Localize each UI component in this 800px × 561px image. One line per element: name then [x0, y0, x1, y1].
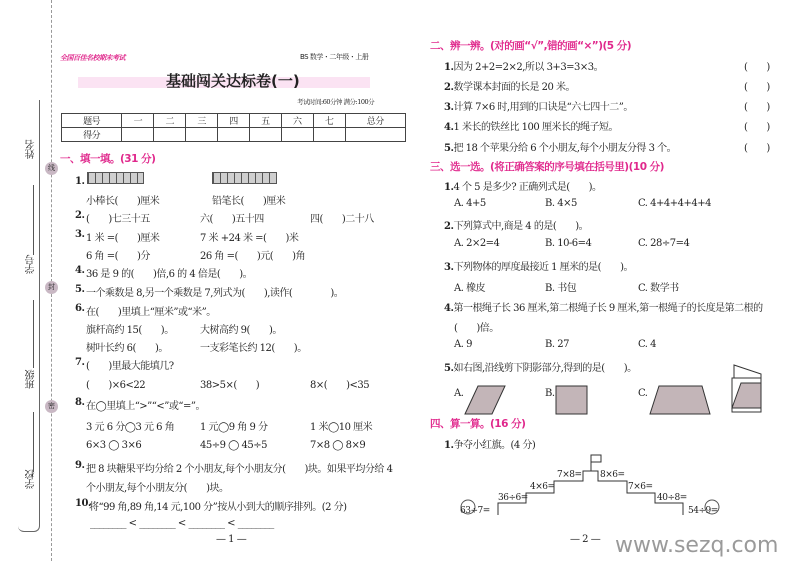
page-number-1: — 1 —	[216, 534, 247, 545]
header-cell: 总分	[345, 114, 405, 128]
step-label: 54÷9=	[688, 506, 718, 516]
option-c[interactable]: C.	[638, 388, 648, 399]
series-title: 全国百佳名校期末考试	[60, 54, 125, 62]
option-b[interactable]: B. 4×5	[545, 198, 577, 209]
option-a[interactable]: A.	[454, 388, 464, 399]
section-3-title: 三、选一选。(将正确答案的序号填在括号里)(10 分)	[430, 161, 664, 173]
q7-a: ( )×6<22	[86, 380, 146, 391]
header-cell: 三	[186, 114, 218, 128]
item-number: 3.	[444, 102, 454, 113]
option-b[interactable]: B. 10-6=4	[545, 238, 592, 249]
item-number: 4.	[444, 303, 454, 314]
item-text: 下列算式中,商是 4 的是( )。	[453, 221, 589, 232]
q2-b: 六( )五十四	[200, 214, 264, 225]
q1-pencil: 铅笔长( )厘米	[212, 196, 286, 207]
q2-c: 四( )二十八	[310, 214, 374, 225]
q3-b: 7 米 +24 米 =( )米	[200, 233, 299, 244]
q3-a: 1 米 =( )厘米	[86, 233, 160, 244]
step-label: 36÷6=	[498, 493, 528, 503]
seal-seal: 封	[45, 281, 58, 294]
q1-stick: 小棒长( )厘米	[86, 196, 160, 207]
item-number: 5.	[444, 143, 454, 154]
score-cell[interactable]	[154, 128, 186, 142]
square-shape	[556, 386, 587, 414]
q10-number: 10.	[75, 498, 91, 509]
q2-a: ( )七三十五	[86, 214, 150, 225]
exam-info: 考试时间:60分钟 满分:100分	[297, 98, 375, 106]
judge-item	[444, 118, 784, 133]
calc-1	[444, 436, 535, 451]
q8-a: 3 元 6 分◯3 元 6 角	[86, 422, 175, 433]
q8-f: 7×8 ◯ 8×9	[310, 440, 366, 451]
q9-text-2: 个小朋友,每个小朋友分( )块。	[86, 483, 229, 494]
class-label: 班级	[26, 370, 37, 389]
item-number: 5.	[444, 363, 454, 374]
option-a[interactable]: A. 橡皮	[454, 283, 486, 294]
q2-number: 2.	[75, 210, 85, 221]
judge-item	[444, 139, 784, 154]
option-c[interactable]: C. 4	[638, 339, 657, 350]
q4-text: 36 是 9 的( )倍,6 的 4 倍是( )。	[86, 269, 253, 280]
q6-c: 树叶长约 6( )。	[86, 343, 168, 354]
item-text: 把 18 个苹果分给 6 个小朋友,每个小朋友分得 3 个。	[453, 143, 677, 154]
q3-number: 3.	[75, 229, 85, 240]
step-label: 63÷7=	[460, 506, 490, 516]
page-title: 基础闯关达标卷(一)	[166, 72, 300, 90]
q6-d: 一支彩笔长约 12( )。	[200, 343, 307, 354]
row-label: 得分	[62, 128, 122, 142]
step-label: 4×6=	[530, 482, 555, 492]
header-cell: 一	[122, 114, 154, 128]
section-2-title: 二、辨一辨。(对的画“√”,错的画“×”)(5 分)	[430, 40, 632, 52]
answer-paren[interactable]: ( )	[744, 143, 770, 154]
student-id-blank[interactable]	[33, 300, 34, 368]
score-cell[interactable]	[186, 128, 218, 142]
item-number: 1.	[444, 440, 454, 451]
item-text: 第一根绳子长 36 厘米,第二根绳子长 9 厘米,第一根绳子的长度是第二根的	[453, 303, 763, 314]
choice-3	[444, 258, 633, 273]
header-cell: 五	[249, 114, 281, 128]
option-b[interactable]: B. 书包	[545, 283, 577, 294]
judge-item	[444, 98, 784, 113]
item-text: 1 米长的铁丝比 100 厘米长的绳子短。	[453, 122, 618, 133]
shapes-figure	[420, 355, 790, 425]
option-a[interactable]: A. 2×2=4	[454, 238, 500, 249]
item-number: 2.	[444, 221, 454, 232]
choice-2	[444, 217, 588, 232]
staircase-figure	[420, 450, 790, 530]
q8-text: 在◯里填上“>”“<”或“=”。	[86, 401, 206, 412]
item-number: 1.	[444, 182, 454, 193]
step-label: 7×6=	[628, 482, 653, 492]
page-number-2: — 2 —	[570, 534, 601, 545]
header-cell: 四	[218, 114, 250, 128]
q6-a: 旗杆高约 15( )。	[86, 325, 174, 336]
q3-c: 6 角 =( )分	[86, 251, 150, 262]
item-text: 因为 2+2=2×2,所以 3+3=3×3。	[453, 62, 604, 73]
score-cell[interactable]	[249, 128, 281, 142]
choice-1	[444, 178, 602, 193]
q3-d: 26 角 =( )元( )角	[200, 251, 306, 262]
q8-b: 1 元◯9 角 9 分	[200, 422, 268, 433]
judge-item	[444, 78, 784, 93]
section-4-title: 四、算一算。(16 分)	[430, 418, 526, 430]
score-cell[interactable]	[218, 128, 250, 142]
q10-answer-blanks[interactable]: ________ < ________ < ________ < ________	[90, 518, 274, 529]
trapezoid-shape	[650, 386, 710, 414]
answer-paren[interactable]: ( )	[744, 62, 770, 73]
q6-text: 在( )里填上“厘米”或“米”。	[86, 307, 216, 318]
q7-number: 7.	[75, 357, 85, 368]
item-text: 计算 7×6 时,用到的口诀是“六七四十二”。	[453, 102, 633, 113]
q6-b: 大树高约 9( )。	[200, 325, 282, 336]
score-cell[interactable]	[122, 128, 154, 142]
q5-text: 一个乘数是 8,另一个乘数是 7,列式为( ),读作( )。	[86, 288, 344, 299]
q4-number: 4.	[75, 265, 85, 276]
choice-4-text-2: ( )倍。	[454, 323, 499, 334]
q7-text: ( )里最大能填几?	[86, 361, 174, 372]
q8-e: 45÷9 ◯ 45÷5	[200, 440, 267, 451]
answer-paren[interactable]: ( )	[744, 102, 770, 113]
q10-text: 将“99 角,89 角,14 元,100 分”按从小到大的顺序排列。(2 分)	[89, 502, 347, 513]
judge-item	[444, 58, 784, 73]
option-b[interactable]: B.	[545, 388, 555, 399]
item-text: 下列物体的厚度最接近 1 厘米的是( )。	[453, 262, 633, 273]
q5-number: 5.	[75, 284, 85, 295]
name-label: 姓名	[26, 140, 37, 159]
item-number: 4.	[444, 122, 454, 133]
option-b[interactable]: B. 27	[545, 339, 569, 350]
step-label: 40÷8=	[657, 493, 687, 503]
header-cell: 六	[281, 114, 313, 128]
folded-paper-figure	[732, 365, 761, 412]
item-number: 2.	[444, 82, 454, 93]
answer-paren[interactable]: ( )	[744, 82, 770, 93]
seal-line: 线	[45, 162, 58, 175]
step-label: 8×6=	[600, 470, 625, 480]
q8-c: 1 米◯10 厘米	[310, 422, 373, 433]
q6-number: 6.	[75, 303, 85, 314]
choice-4	[444, 299, 763, 314]
option-c[interactable]: C. 4+4+4+4+4	[638, 198, 711, 209]
parallelogram-shape	[465, 386, 505, 414]
q7-c: 8×( )<35	[310, 380, 370, 391]
header-cell: 题号	[62, 114, 122, 128]
score-cell[interactable]	[313, 128, 345, 142]
seal-secret: 密	[45, 400, 58, 413]
score-cell[interactable]	[281, 128, 313, 142]
edition-label: BS 数学・二年级・上册	[300, 53, 369, 61]
option-a[interactable]: A. 9	[454, 339, 472, 350]
item-text: 如右图,沿线剪下阴影部分,得到的是( )。	[453, 363, 637, 374]
class-blank[interactable]	[33, 412, 34, 472]
item-text: 4 个 5 是多少? 正确列式是( )。	[453, 182, 602, 193]
q7-b: 38>5×( )	[200, 380, 260, 391]
item-text: 争夺小红旗。(4 分)	[453, 440, 536, 451]
student-id-label: 学号	[26, 255, 37, 274]
header-cell: 七	[313, 114, 345, 128]
section-1-title: 一、填一填。(31 分)	[60, 153, 156, 165]
item-text: 数学课本封面的长是 20 米。	[453, 82, 576, 93]
q9-text: 把 8 块糖果平均分给 2 个小朋友,每个小朋友分( )块。如果平均分给 4	[86, 464, 393, 475]
score-table	[61, 113, 406, 142]
binding-strip	[18, 100, 40, 532]
answer-paren[interactable]: ( )	[744, 122, 770, 133]
option-c[interactable]: C. 28÷7=4	[638, 238, 690, 249]
item-number: 1.	[444, 62, 454, 73]
watermark: www.sezq.com	[615, 533, 779, 558]
q9-number: 9.	[75, 460, 85, 471]
option-c[interactable]: C. 数学书	[638, 283, 679, 294]
ruler-icon	[87, 172, 144, 184]
school-label: 学校	[26, 470, 37, 489]
option-a[interactable]: A. 4+5	[454, 198, 486, 209]
header-cell: 二	[154, 114, 186, 128]
ruler-icon	[212, 172, 277, 184]
item-number: 3.	[444, 262, 454, 273]
q8-number: 8.	[75, 397, 85, 408]
step-label: 7×8=	[557, 470, 582, 480]
q8-d: 6×3 ◯ 3×6	[86, 440, 142, 451]
flag-icon	[591, 455, 601, 462]
q1-number: 1.	[75, 176, 85, 187]
score-cell[interactable]	[345, 128, 405, 142]
name-blank[interactable]	[33, 185, 34, 255]
